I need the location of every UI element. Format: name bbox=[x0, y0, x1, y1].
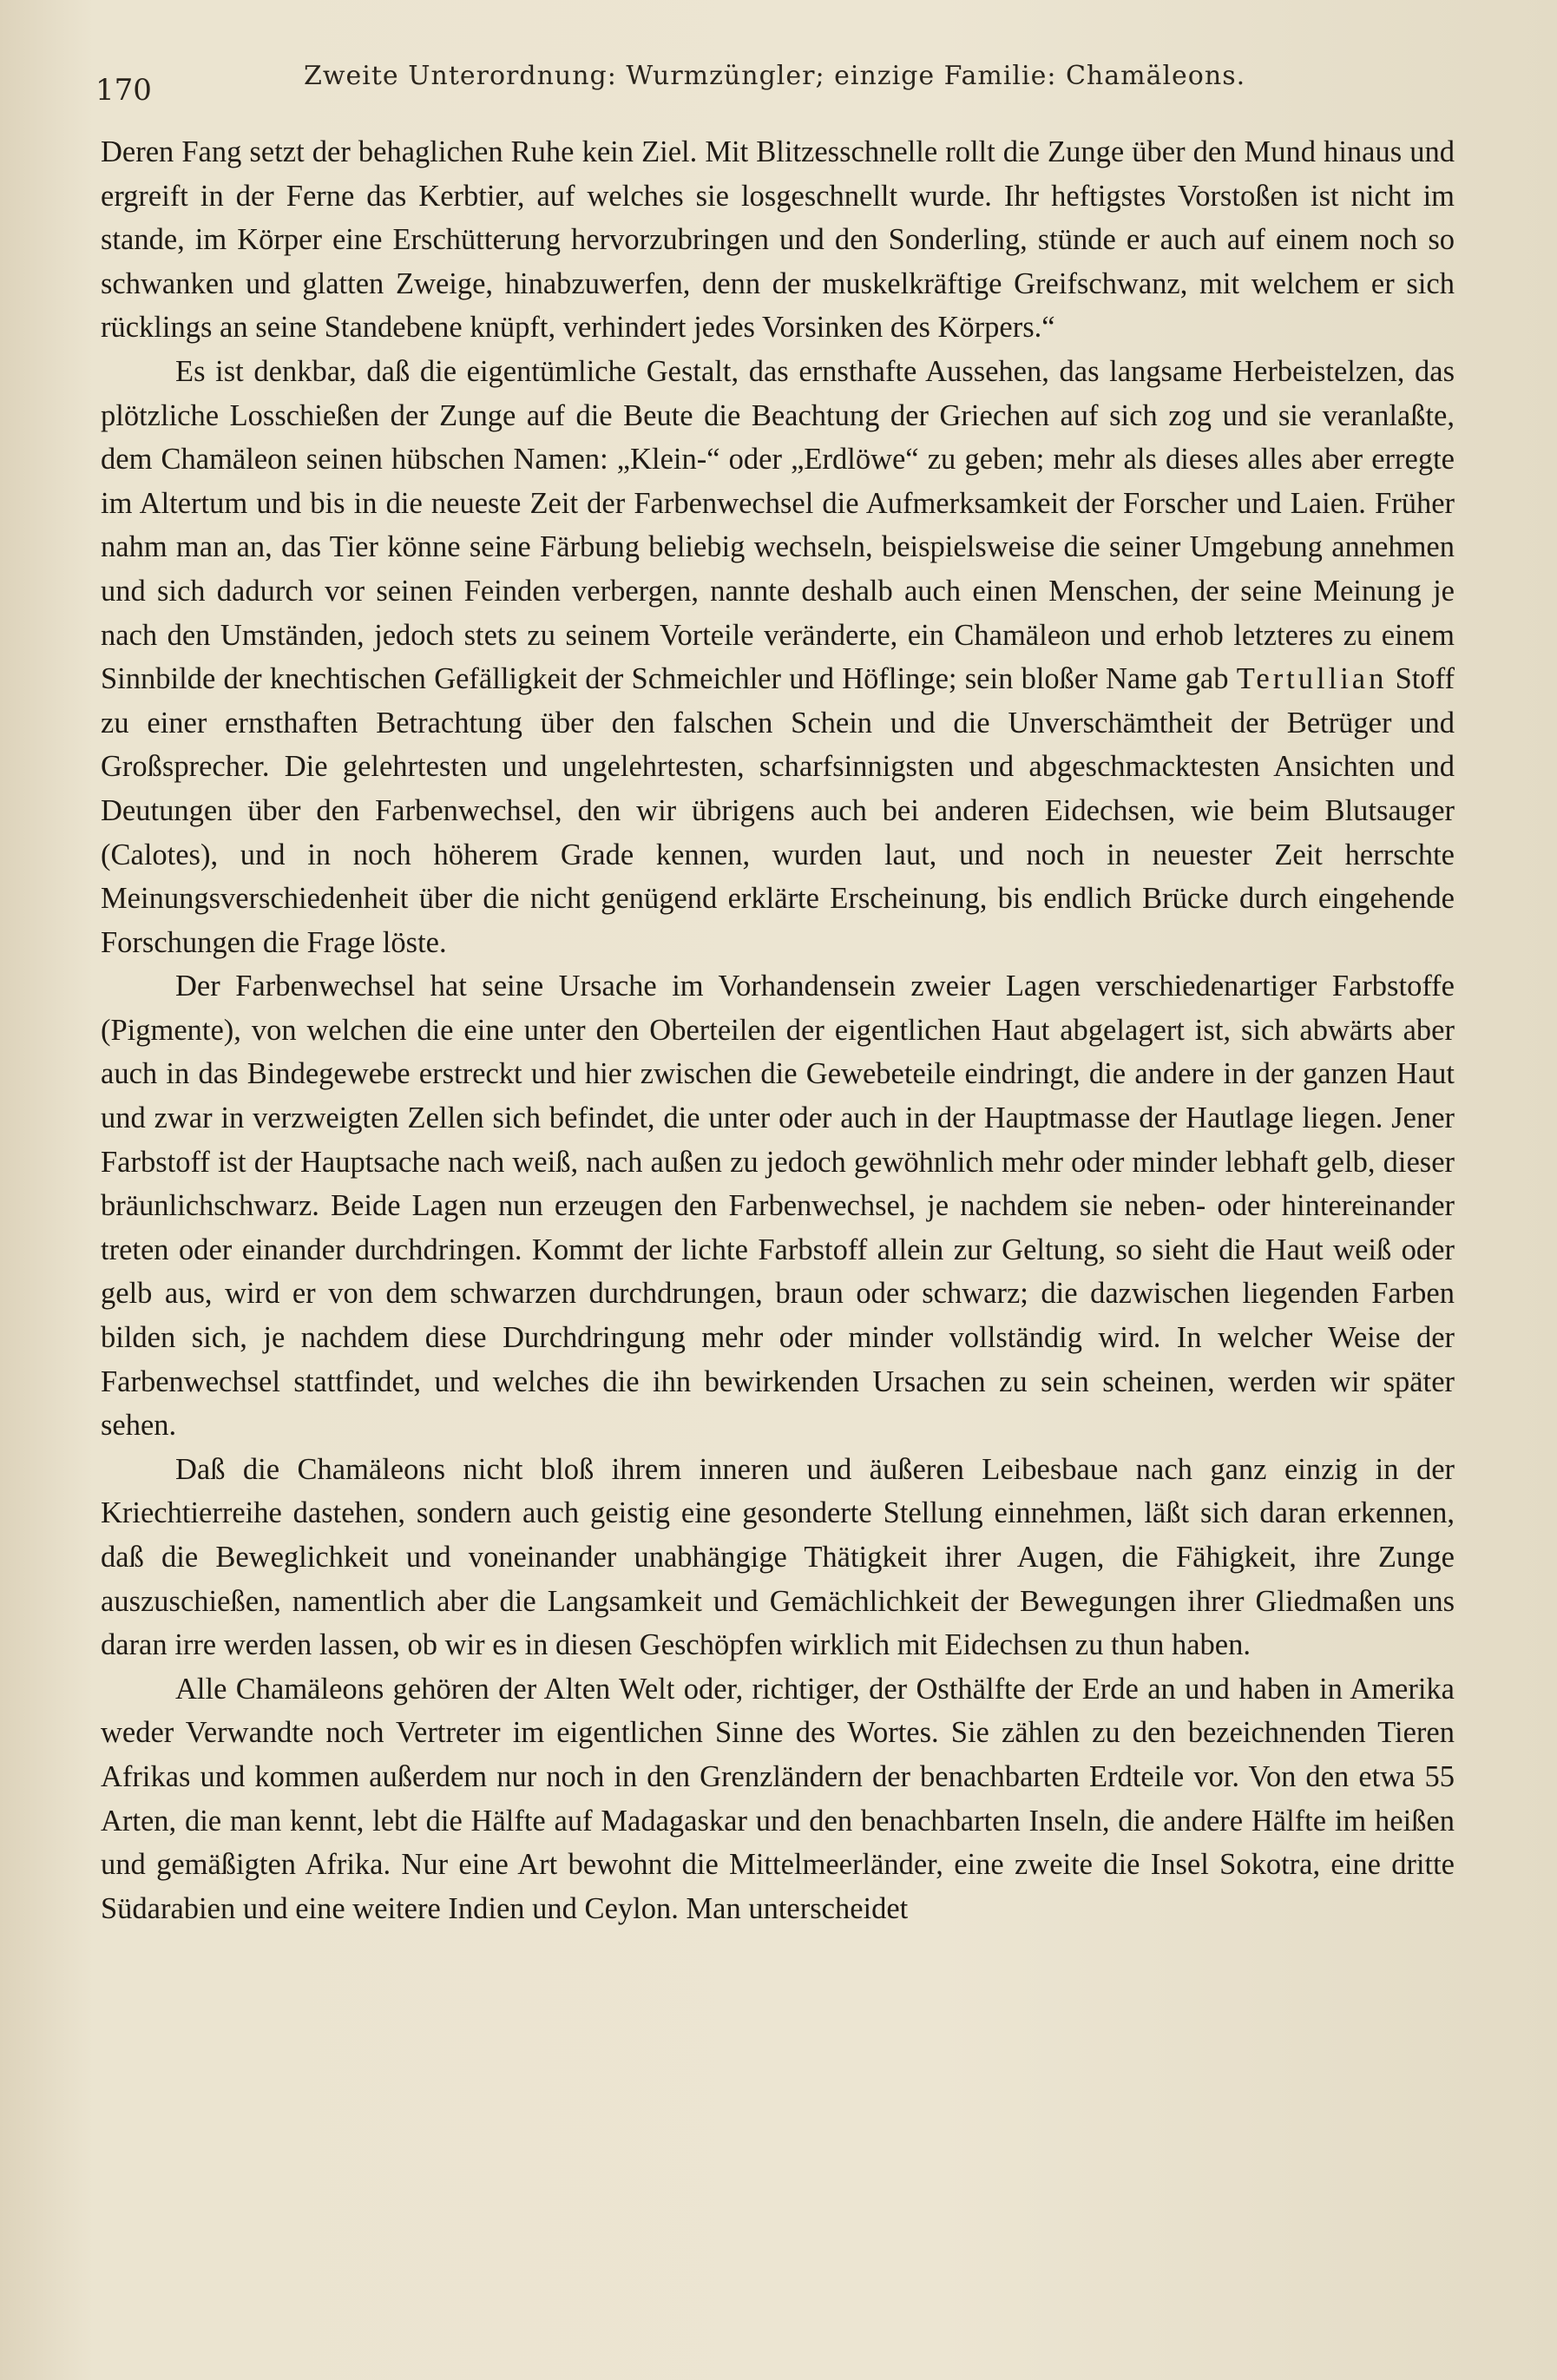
paragraph-2-continued: Stoff zu einer ernsthaften Betrachtung über den falschen Schein und die Unverschämtheit der Betrüger und Großsprecher. Die gelehrtesten und ungelehrtesten, scharfsinnigsten und abgeschmacktesten Ansichten und Deutungen über den Farbenwechsel, den wir übrigens auch bei anderen Eidechsen, wie beim Blutsauger (Calotes), und in noch höherem Grade kennen, wurden laut, und noch in neuester Zeit herrschte Meinungsverschiedenheit über die nicht genügend erklärte Erscheinung, bis endlich Brücke durch eingehende Forschungen die Frage löste. bbox=[101, 662, 1455, 959]
paragraph-2-text: Es ist denkbar, daß die eigentümliche Gestalt, das ernsthafte Aussehen, das langsame Herbeistelzen, das plötzliche Losschießen der Zunge auf die Beute die Beachtung der Griechen auf sich zog und sie veranlaßte, dem Chamäleon seinen hübschen Namen: „Klein-“ oder „Erdlöwe“ zu geben; mehr als dieses alles aber erregte im Altertum und bis in die neueste Zeit der Farbenwechsel die Aufmerksamkeit der Forscher und Laien. Früher nahm man an, das Tier könne seine Färbung beliebig wechseln, beispielsweise die seiner Umgebung annehmen und sich dadurch vor seinen Feinden verbergen, nannte deshalb auch einen Menschen, der seine Meinung je nach den Umständen, jedoch stets zu seinem Vorteile veränderte, ein Chamäleon und erhob letzteres zu einem Sinnbilde der knechtischen Gefälligkeit der Schmeichler und Höflinge; sein bloßer Name gab bbox=[101, 354, 1455, 696]
running-head: Zweite Unterordnung: Wurmzüngler; einzige Familie: Chamäleons. bbox=[304, 61, 1246, 91]
page-number: 170 bbox=[95, 73, 152, 108]
page-header bbox=[95, 61, 1467, 113]
paragraph-4: Daß die Chamäleons nicht bloß ihrem inneren und äußeren Leibesbaue nach ganz einzig in der Kriechtierreihe dastehen, sondern auch geistig eine gesonderte Stellung einnehmen, läßt sich daran erkennen, daß die Beweglichkeit und voneinander unabhängige Thätigkeit ihrer Augen, die Fähigkeit, ihre Zunge auszuschießen, namentlich aber die Langsamkeit und Gemächlichkeit der Bewegungen ihrer Gliedmaßen uns daran irre werden lassen, ob wir es in diesen Geschöpfen wirklich mit Eidechsen zu thun haben. bbox=[101, 1452, 1455, 1662]
paragraph-1: Deren Fang setzt der behaglichen Ruhe kein Ziel. Mit Blitzesschnelle rollt die Zunge über den Mund hinaus und ergreift in der Ferne das Kerbtier, auf welches sie losgeschnellt wurde. Ihr heftigstes Vorstoßen ist nicht im stande, im Körper eine Erschütterung hervorzubringen und den Sonderling, stünde er auch auf einem noch so schwanken und glatten Zweige, hinabzuwerfen, denn der muskelkräftige Greifschwanz, mit welchem er sich rücklings an seine Standebene knüpft, verhindert jedes Vorsinken des Körpers.“ bbox=[101, 135, 1455, 345]
name-tertullian: Tertullian bbox=[1236, 662, 1388, 696]
paragraph-2 bbox=[101, 350, 1455, 964]
body-text bbox=[101, 130, 1455, 1930]
paragraph-5: Alle Chamäleons gehören der Alten Welt oder, richtiger, der Osthälfte der Erde an und haben in Amerika weder Verwandte noch Vertreter im eigentlichen Sinne des Wortes. Sie zählen zu den bezeichnenden Tieren Afrikas und kommen außerdem nur noch in den Grenzländern der benachbarten Erdteile vor. Von den etwa 55 Arten, die man kennt, lebt die Hälfte auf Madagaskar und den benachbarten Inseln, die andere Hälfte im heißen und gemäßigten Afrika. Nur eine Art bewohnt die Mittelmeerländer, eine zweite die Insel Sokotra, eine dritte Südarabien und eine weitere Indien und Ceylon. Man unterscheidet bbox=[101, 1672, 1455, 1925]
paragraph-3: Der Farbenwechsel hat seine Ursache im Vorhandensein zweier Lagen verschiedenartiger Farbstoffe (Pigmente), von welchen die eine unter den Oberteilen der eigentlichen Haut abgelagert ist, sich abwärts aber auch in das Bindegewebe erstreckt und hier zwischen die Gewebeteile eindringt, die andere in der ganzen Haut und zwar in verzweigten Zellen sich befindet, die unter oder auch in der Hauptmasse der Hautlage liegen. Jener Farbstoff ist der Hauptsache nach weiß, nach außen zu jedoch gewöhnlich mehr oder minder lebhaft gelb, dieser bräunlichschwarz. Beide Lagen nun erzeugen den Farbenwechsel, je nachdem sie neben- oder hintereinander treten oder einander durchdringen. Kommt der lichte Farbstoff allein zur Geltung, so sieht die Haut weiß oder gelb aus, wird er von dem schwarzen durchdrungen, braun oder schwarz; die dazwischen liegenden Farben bilden sich, je nachdem diese Durchdringung mehr oder minder vollständig wird. In welcher Weise der Farbenwechsel stattfindet, und welches die ihn bewirkenden Ursachen zu sein scheinen, werden wir später sehen. bbox=[101, 970, 1455, 1443]
